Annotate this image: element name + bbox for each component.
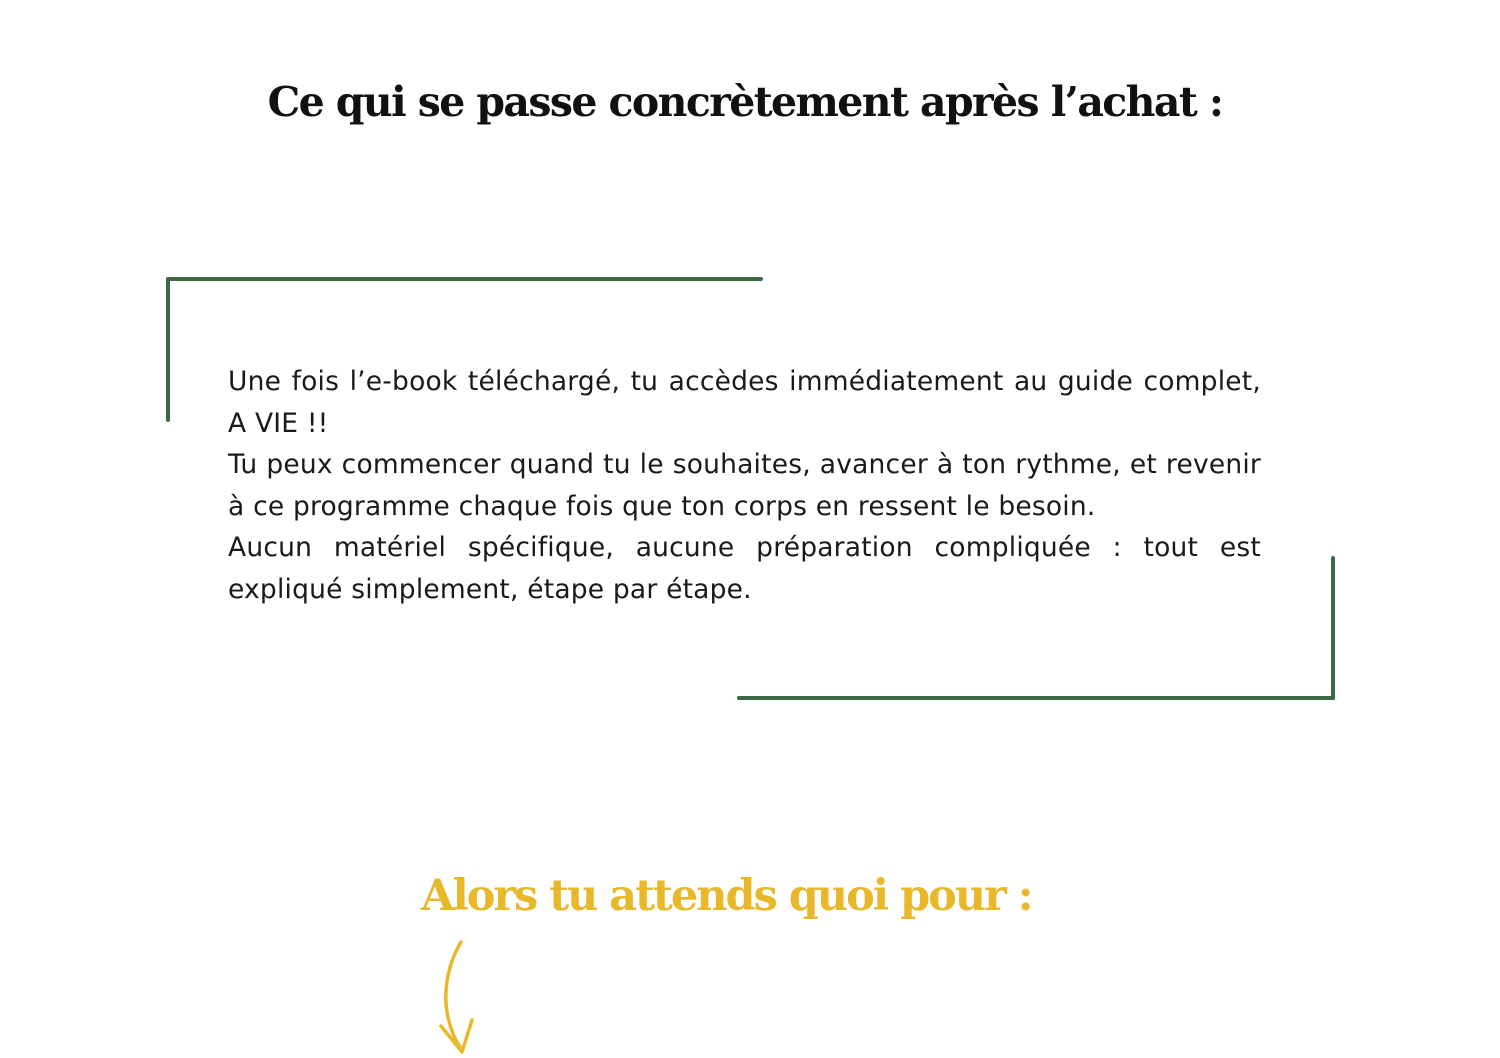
frame-bottom-horizontal-line: [737, 696, 1335, 700]
paragraph-access: Une fois l’e-book téléchargé, tu accèdes immédiatement au guide complet, A VIE !!: [228, 366, 1261, 439]
frame-bottom-vertical-line: [1331, 556, 1335, 700]
frame-top-vertical-line: [166, 277, 170, 422]
page-title: Ce qui se passe concrètement après l’achat :: [267, 78, 1223, 126]
paragraph-material: Aucun matériel spécifique, aucune préparation compliquée : tout est expliqué simplement, étape par étape.: [228, 532, 1261, 605]
arrow-head: [441, 1020, 472, 1052]
description-block: [228, 361, 1261, 610]
curved-arrow-down-icon: [428, 936, 488, 1058]
cta-title: Alors tu attends quoi pour :: [421, 871, 1032, 921]
frame-top-horizontal-line: [166, 277, 763, 281]
paragraph-rhythm: Tu peux commencer quand tu le souhaites, avancer à ton rythme, et revenir à ce programme chaque fois que ton corps en ressent le besoin.: [228, 449, 1261, 522]
